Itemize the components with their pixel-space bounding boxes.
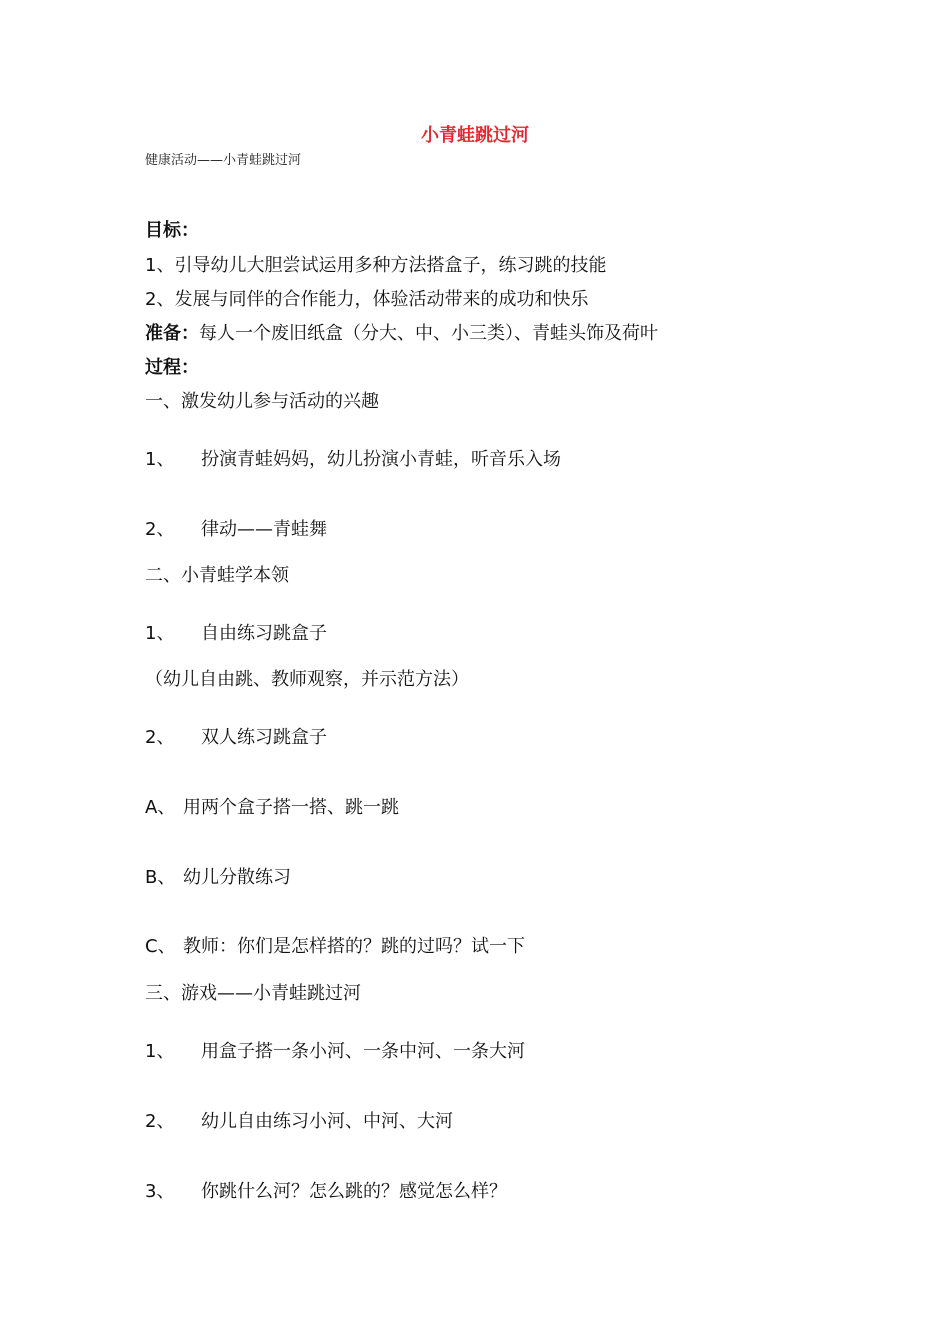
process-heading: 过程： [145, 357, 199, 378]
list-item [145, 1040, 525, 1064]
goal-heading: 目标： [145, 220, 199, 241]
goal-item-2: 2、发展与同伴的合作能力，体验活动带来的成功和快乐 [145, 289, 589, 310]
item-text: 幼儿自由练习小河、中河、大河 [201, 1111, 453, 1132]
document-subtitle: 健康活动——小青蛙跳过河 [145, 153, 302, 168]
sub-item-text: 用两个盒子搭一搭、跳一跳 [183, 797, 399, 818]
item-text: 双人练习跳盒子 [201, 727, 327, 748]
section-3-title: 三、游戏——小青蛙跳过河 [145, 983, 361, 1004]
section-2-note: （幼儿自由跳、教师观察，并示范方法） [145, 669, 469, 690]
list-item [145, 1180, 507, 1204]
list-item [145, 622, 327, 646]
section-1-title: 一、激发幼儿参与活动的兴趣 [145, 391, 379, 412]
section-2-title: 二、小青蛙学本领 [145, 565, 289, 586]
sub-item [145, 935, 525, 959]
sub-item-letter: B、 [145, 867, 176, 888]
list-item [145, 1110, 453, 1134]
sub-item [145, 866, 291, 890]
list-item [145, 518, 327, 542]
item-text: 用盒子搭一条小河、一条中河、一条大河 [201, 1041, 525, 1062]
goal-item-1: 1、引导幼儿大胆尝试运用多种方法搭盒子，练习跳的技能 [145, 255, 607, 276]
item-number: 1、 [145, 623, 175, 644]
item-number: 3、 [145, 1181, 175, 1202]
item-text: 律动——青蛙舞 [201, 519, 327, 540]
item-text: 扮演青蛙妈妈，幼儿扮演小青蛙，听音乐入场 [201, 449, 561, 470]
prep-label: 准备： [145, 323, 199, 344]
item-number: 1、 [145, 449, 175, 470]
sub-item-text: 幼儿分散练习 [183, 867, 291, 888]
prep-text: 每人一个废旧纸盒（分大、中、小三类）、青蛙头饰及荷叶 [199, 323, 658, 344]
list-item [145, 726, 327, 750]
sub-item-text: 教师：你们是怎样搭的？跳的过吗？试一下 [183, 936, 525, 957]
item-number: 2、 [145, 519, 175, 540]
item-number: 1、 [145, 1041, 175, 1062]
document-title: 小青蛙跳过河 [421, 125, 529, 146]
sub-item-letter: C、 [145, 936, 176, 957]
item-text: 你跳什么河？怎么跳的？感觉怎么样？ [201, 1181, 507, 1202]
sub-item [145, 796, 399, 820]
prep-line [145, 322, 658, 346]
item-number: 2、 [145, 727, 175, 748]
sub-item-letter: A、 [145, 797, 176, 818]
item-number: 2、 [145, 1111, 175, 1132]
list-item [145, 448, 561, 472]
item-text: 自由练习跳盒子 [201, 623, 327, 644]
